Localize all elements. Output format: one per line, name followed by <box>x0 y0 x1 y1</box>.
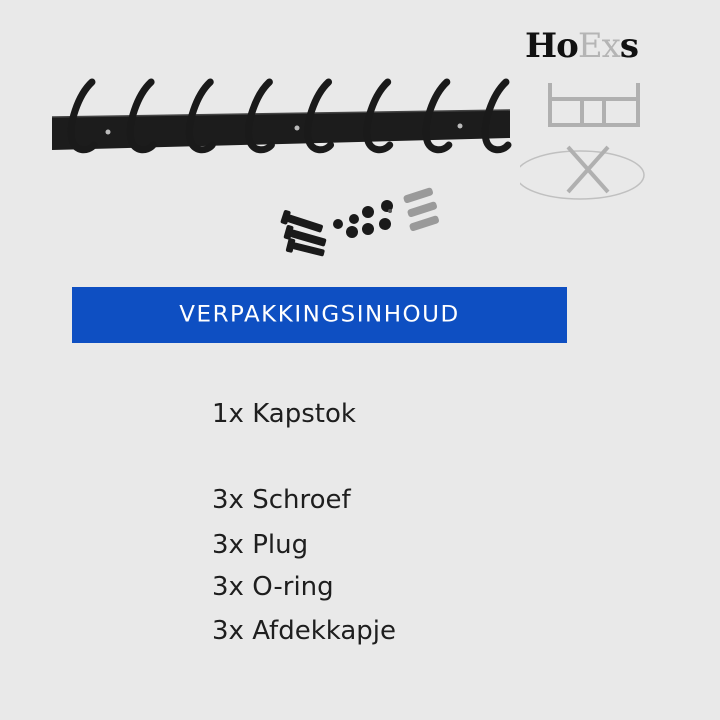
list-item: 1x Kapstok <box>212 399 356 429</box>
brand-logo <box>520 22 670 212</box>
screws <box>280 209 327 260</box>
list-item: 3x Schroef <box>212 485 351 515</box>
coat-rack <box>52 82 510 150</box>
list-item: 3x Plug <box>212 530 309 560</box>
list-item: 3x Afdekkapje <box>212 616 397 646</box>
logo-wordmark: HoExs <box>525 26 638 66</box>
wall-plugs <box>403 187 440 232</box>
banner-title: VERPAKKINGSINHOUD <box>179 302 460 328</box>
section-banner <box>72 287 567 343</box>
caps-and-rings <box>333 200 393 238</box>
logo-mark-icon <box>520 77 670 212</box>
list-item: 3x O-ring <box>212 572 334 602</box>
